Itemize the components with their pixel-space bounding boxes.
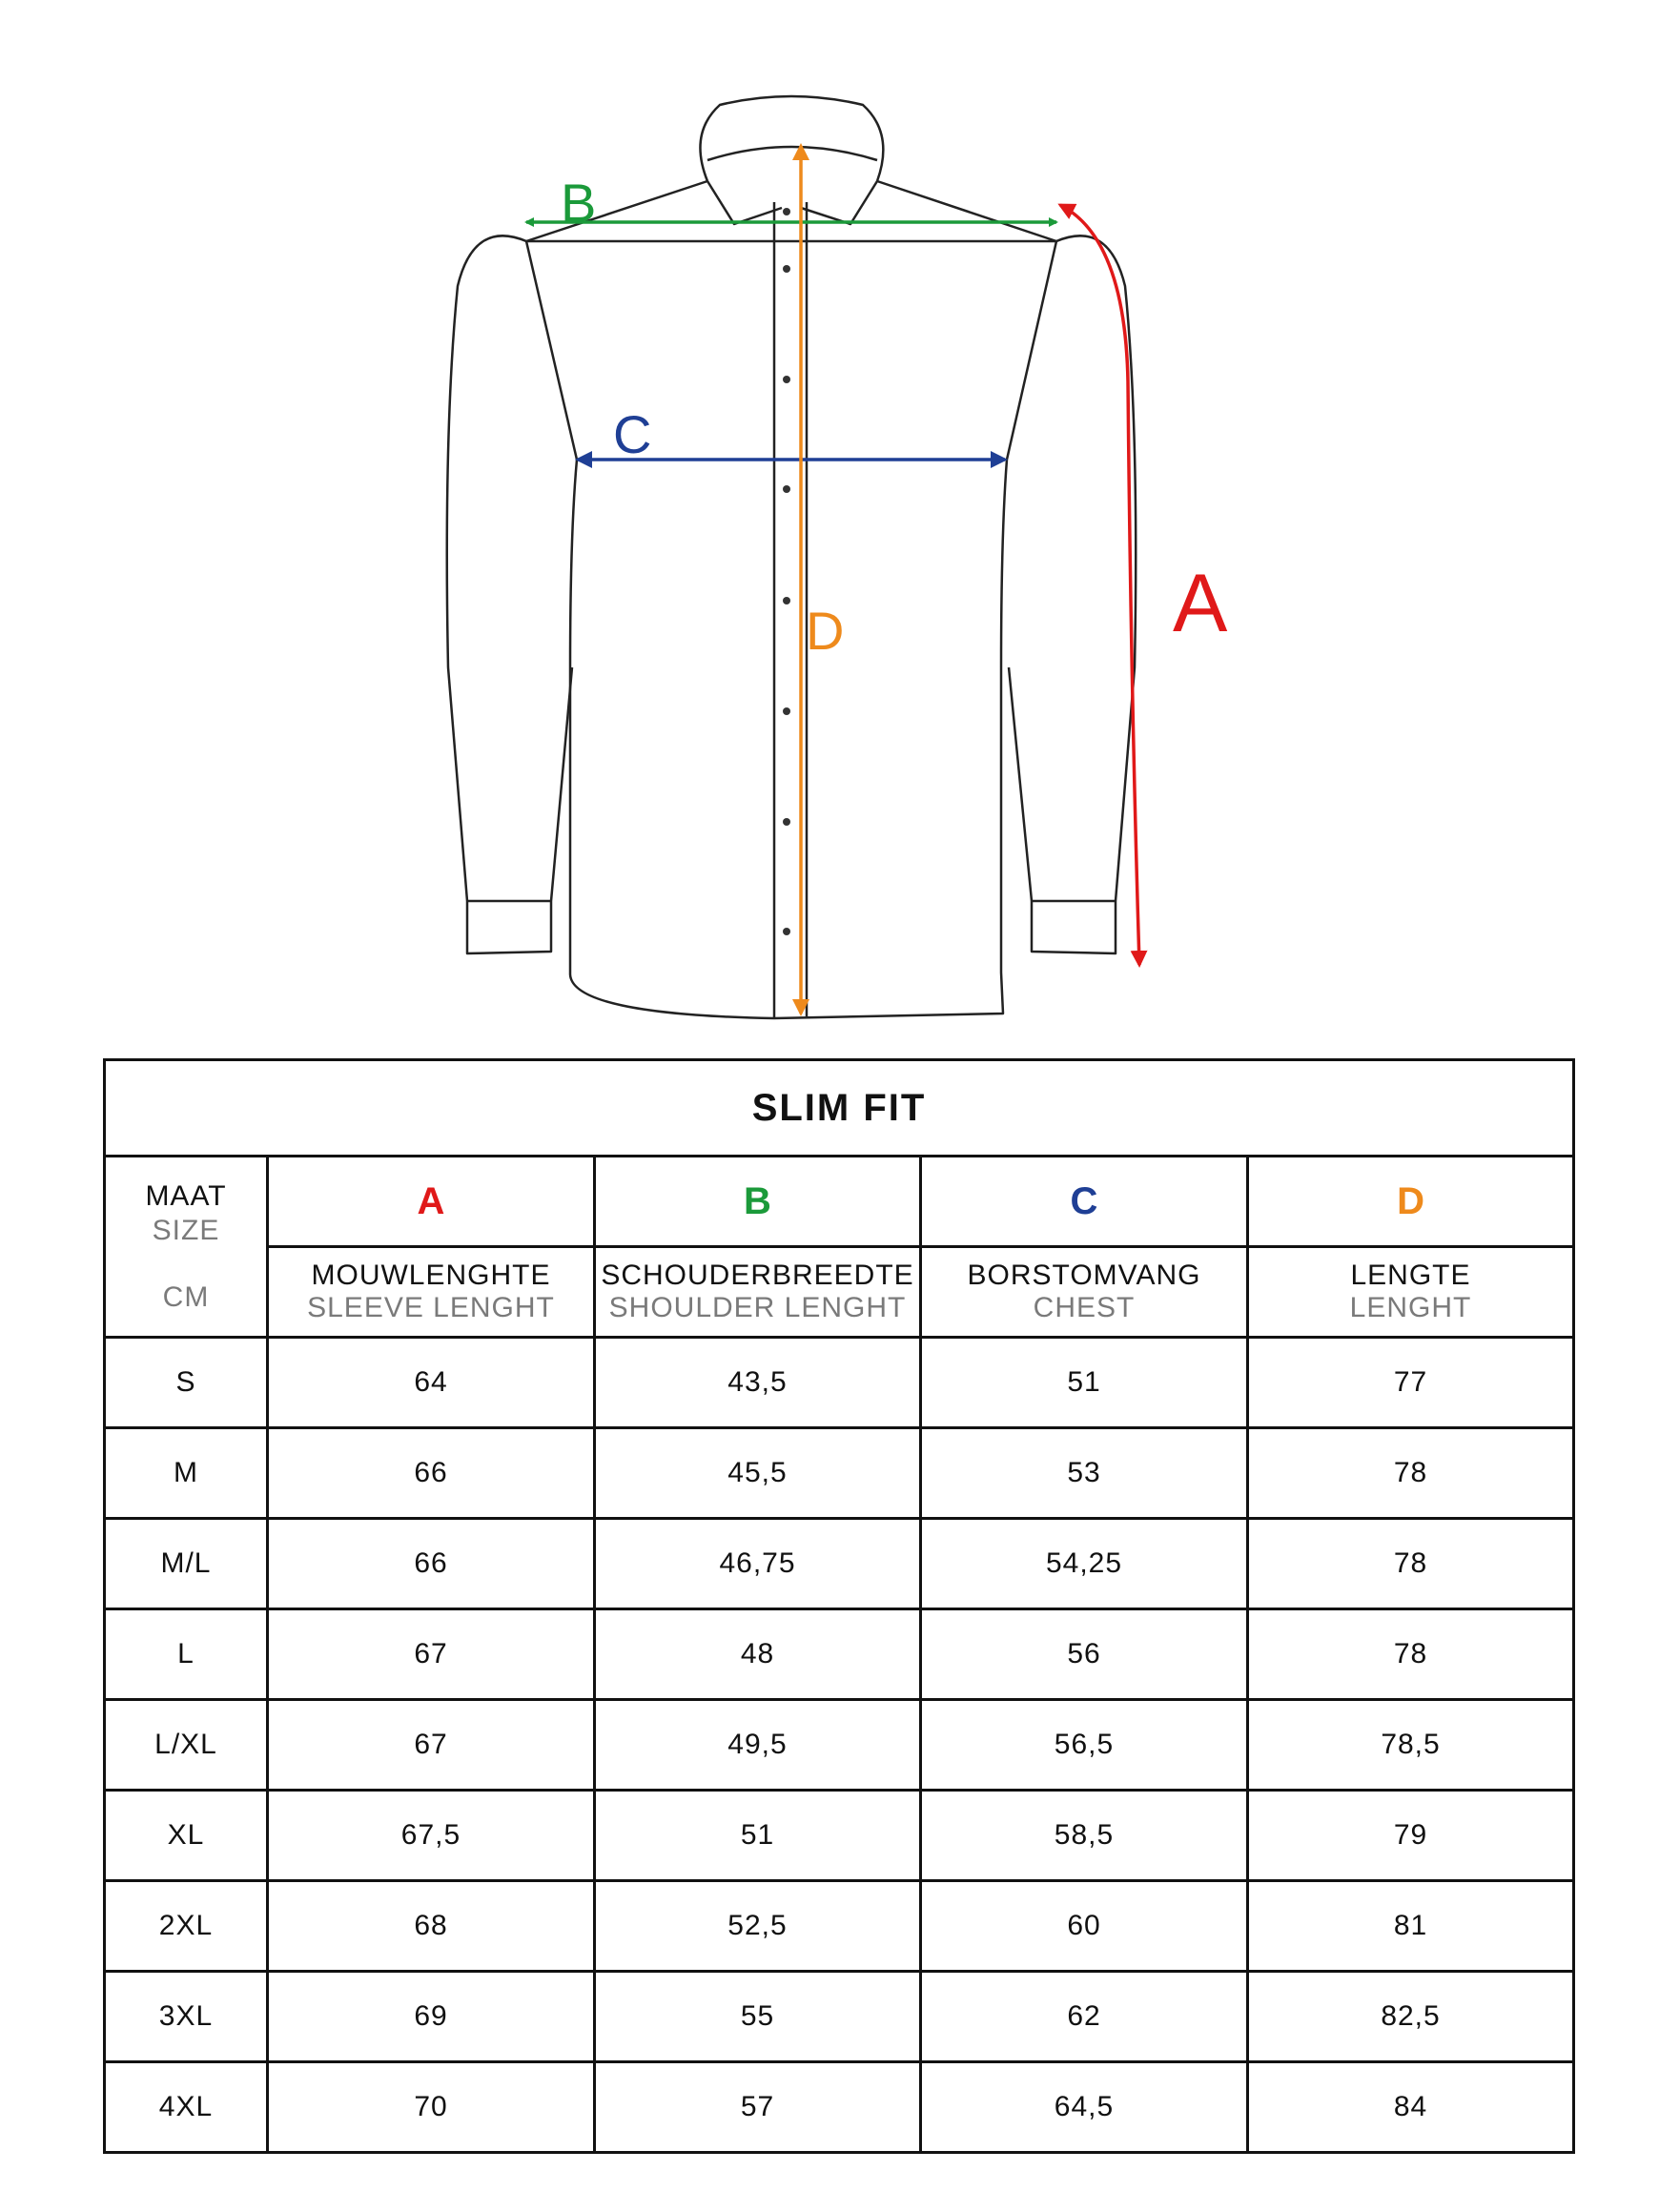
value-cell: 54,25: [921, 1519, 1248, 1609]
size-label: SIZE: [152, 1214, 220, 1246]
value-cell: 51: [921, 1338, 1248, 1428]
table-row: [105, 1519, 1574, 1609]
table-letter-row: [105, 1157, 1574, 1247]
size-table: [103, 1058, 1575, 2154]
value-cell: 70: [268, 2062, 595, 2153]
column-subname: CHEST: [1033, 1292, 1136, 1323]
value-cell: 46,75: [595, 1519, 921, 1609]
size-cell: 2XL: [105, 1881, 268, 1972]
column-letter-b: B: [595, 1157, 921, 1247]
column-letter-a: A: [268, 1157, 595, 1247]
value-cell: 55: [595, 1972, 921, 2062]
value-cell: 60: [921, 1881, 1248, 1972]
column-name: MOUWLENGHTE: [311, 1260, 551, 1291]
value-cell: 78,5: [1248, 1700, 1574, 1791]
value-cell: 67,5: [268, 1791, 595, 1881]
value-cell: 67: [268, 1609, 595, 1700]
value-cell: 49,5: [595, 1700, 921, 1791]
table-row: [105, 1972, 1574, 2062]
value-cell: 45,5: [595, 1428, 921, 1519]
value-cell: 69: [268, 1972, 595, 2062]
column-subname: LENGHT: [1349, 1292, 1472, 1323]
column-header-shoulder: [595, 1247, 921, 1338]
table-title-row: [105, 1060, 1574, 1157]
size-cell: S: [105, 1338, 268, 1428]
table-row: [105, 1700, 1574, 1791]
column-letter-c: C: [921, 1157, 1248, 1247]
table-row: [105, 1338, 1574, 1428]
column-name: BORSTOMVANG: [967, 1260, 1201, 1291]
value-cell: 56: [921, 1609, 1248, 1700]
size-cell: 3XL: [105, 1972, 268, 2062]
value-cell: 51: [595, 1791, 921, 1881]
value-cell: 48: [595, 1609, 921, 1700]
column-letter-d: D: [1248, 1157, 1574, 1247]
shirt-buttons: [783, 208, 790, 935]
size-cell: M/L: [105, 1519, 268, 1609]
column-name: LENGTE: [1350, 1260, 1471, 1291]
measure-d-label: D: [806, 601, 845, 661]
column-subname: SHOULDER LENGHT: [608, 1292, 907, 1323]
measure-a-label: A: [1173, 558, 1228, 649]
value-cell: 66: [268, 1519, 595, 1609]
value-cell: 64: [268, 1338, 595, 1428]
column-name: SCHOUDERBREEDTE: [601, 1260, 914, 1291]
unit-label: CM: [162, 1280, 210, 1313]
column-subname: SLEEVE LENGHT: [307, 1292, 555, 1323]
maat-label: MAAT: [145, 1179, 227, 1212]
size-cell: L: [105, 1609, 268, 1700]
value-cell: 66: [268, 1428, 595, 1519]
value-cell: 52,5: [595, 1881, 921, 1972]
value-cell: 84: [1248, 2062, 1574, 2153]
value-cell: 53: [921, 1428, 1248, 1519]
value-cell: 81: [1248, 1881, 1574, 1972]
value-cell: 43,5: [595, 1338, 921, 1428]
value-cell: 67: [268, 1700, 595, 1791]
measure-c-label: C: [613, 404, 652, 464]
value-cell: 56,5: [921, 1700, 1248, 1791]
column-header-sleeve: [268, 1247, 595, 1338]
table-row: [105, 1609, 1574, 1700]
value-cell: 58,5: [921, 1791, 1248, 1881]
value-cell: 78: [1248, 1609, 1574, 1700]
size-header-cell: [105, 1157, 268, 1338]
value-cell: 57: [595, 2062, 921, 2153]
value-cell: 62: [921, 1972, 1248, 2062]
table-row: [105, 1428, 1574, 1519]
table-column-name-row: [105, 1247, 1574, 1338]
value-cell: 82,5: [1248, 1972, 1574, 2062]
table-title: SLIM FIT: [105, 1060, 1574, 1157]
column-header-chest: [921, 1247, 1248, 1338]
table-row: [105, 2062, 1574, 2153]
measure-b-label: B: [561, 173, 597, 233]
shirt-outline: [447, 96, 1137, 1018]
value-cell: 77: [1248, 1338, 1574, 1428]
table-row: [105, 1881, 1574, 1972]
size-cell: 4XL: [105, 2062, 268, 2153]
table-row: [105, 1791, 1574, 1881]
size-cell: L/XL: [105, 1700, 268, 1791]
column-header-length: [1248, 1247, 1574, 1338]
size-cell: M: [105, 1428, 268, 1519]
value-cell: 78: [1248, 1428, 1574, 1519]
value-cell: 68: [268, 1881, 595, 1972]
shirt-measurement-diagram: [0, 0, 1659, 1049]
value-cell: 78: [1248, 1519, 1574, 1609]
value-cell: 64,5: [921, 2062, 1248, 2153]
size-cell: XL: [105, 1791, 268, 1881]
value-cell: 79: [1248, 1791, 1574, 1881]
